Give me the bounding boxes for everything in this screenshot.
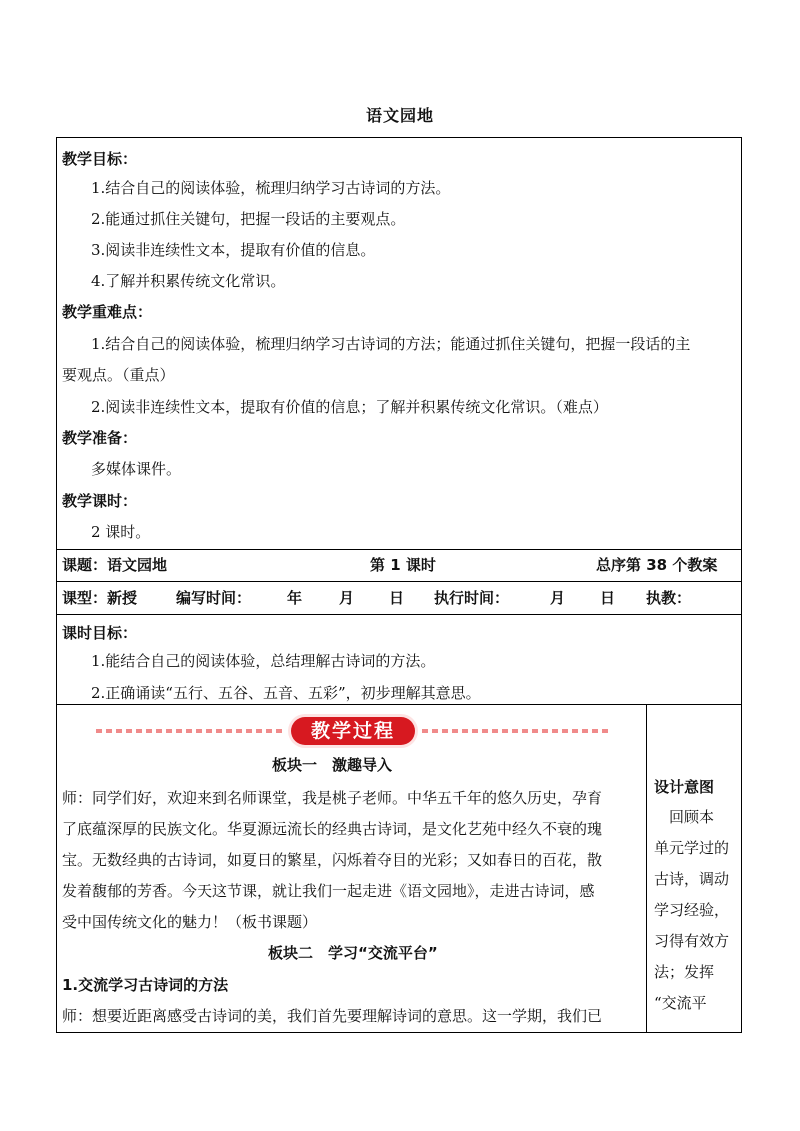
table-border-top bbox=[56, 137, 742, 138]
key-point-item: 1.结合自己的阅读体验，梳理归纳学习古诗词的方法；能通过抓住关键句，把握一段话的主 bbox=[91, 335, 691, 353]
column-divider bbox=[646, 704, 647, 1033]
row-divider bbox=[56, 614, 742, 615]
design-intent-heading: 设计意图 bbox=[654, 778, 715, 796]
compile-day: 日 bbox=[389, 589, 405, 607]
design-intent-line: 回顾本 bbox=[654, 808, 715, 826]
lesson-topic: 课题：语文园地 bbox=[62, 556, 168, 574]
objective-item: 2.能通过抓住关键句，把握一段话的主要观点。 bbox=[91, 210, 406, 228]
section-2-title: 板块二 学习“交流平台” bbox=[268, 944, 438, 962]
lesson-period: 第 1 课时 bbox=[370, 556, 436, 574]
hour-objective-item: 2.正确诵读“五行、五谷、五音、五彩”，初步理解其意思。 bbox=[91, 684, 481, 702]
preparation-heading: 教学准备： bbox=[62, 429, 138, 447]
key-points-heading: 教学重难点： bbox=[62, 303, 153, 321]
row-divider bbox=[56, 581, 742, 582]
periods-text: 2 课时。 bbox=[91, 523, 151, 541]
subsection-1-title: 1.交流学习古诗词的方法 bbox=[62, 976, 229, 994]
row-divider bbox=[56, 704, 742, 705]
key-point-item: 2.阅读非连续性文本，提取有价值的信息；了解并积累传统文化常识。（难点） bbox=[91, 398, 608, 416]
preparation-text: 多媒体课件。 bbox=[91, 460, 182, 478]
objectives-heading: 教学目标： bbox=[62, 150, 138, 168]
design-intent-line: 古诗，调动 bbox=[654, 870, 730, 888]
section-1-line: 师：同学们好，欢迎来到名师课堂，我是桃子老师。中华五千年的悠久历史，孕育 bbox=[62, 789, 603, 807]
key-point-item-cont: 要观点。（重点） bbox=[62, 366, 175, 384]
table-border-right bbox=[741, 137, 742, 1033]
periods-heading: 教学课时： bbox=[62, 492, 138, 510]
decorative-dots-left bbox=[96, 729, 284, 733]
page-title: 语文园地 bbox=[365, 106, 434, 125]
design-intent-line: “交流平 bbox=[654, 994, 707, 1012]
lesson-plan-table bbox=[56, 137, 742, 1033]
section-1-line: 了底蕴深厚的民族文化。华夏源远流长的经典古诗词，是文化艺苑中经久不衰的瑰 bbox=[62, 820, 603, 838]
section-1-line: 宝。无数经典的古诗词，如夏日的繁星，闪烁着夺目的光彩；又如春日的百花，散 bbox=[62, 851, 603, 869]
subsection-1-text: 师：想要近距离感受古诗词的美，我们首先要理解诗词的意思。这一学期，我们已 bbox=[62, 1007, 603, 1025]
section-1-line: 受中国传统文化的魅力！（板书课题） bbox=[62, 913, 318, 931]
objective-item: 1.结合自己的阅读体验，梳理归纳学习古诗词的方法。 bbox=[91, 179, 451, 197]
exec-day: 日 bbox=[600, 589, 616, 607]
design-intent-line: 学习经验， bbox=[654, 901, 730, 919]
compile-time-label: 编写时间： bbox=[176, 589, 252, 607]
decorative-dots-right bbox=[422, 729, 608, 733]
table-border-bottom bbox=[56, 1032, 742, 1033]
compile-year: 年 bbox=[287, 589, 303, 607]
design-intent-line: 法；发挥 bbox=[654, 963, 715, 981]
teaching-process-badge: 教学过程 bbox=[291, 717, 415, 745]
section-1-title: 板块一 激趣导入 bbox=[272, 756, 393, 774]
compile-month: 月 bbox=[339, 589, 355, 607]
row-divider bbox=[56, 549, 742, 550]
lesson-serial: 总序第 38 个教案 bbox=[596, 556, 718, 574]
hour-objective-item: 1.能结合自己的阅读体验，总结理解古诗词的方法。 bbox=[91, 652, 436, 670]
hour-objectives-heading: 课时目标： bbox=[62, 624, 138, 642]
exec-month: 月 bbox=[550, 589, 566, 607]
lesson-type: 课型：新授 bbox=[62, 589, 138, 607]
objective-item: 4.了解并积累传统文化常识。 bbox=[91, 272, 286, 290]
executor-label: 执教： bbox=[646, 589, 692, 607]
exec-time-label: 执行时间： bbox=[434, 589, 510, 607]
design-intent-line: 单元学过的 bbox=[654, 839, 730, 857]
design-intent-line: 习得有效方 bbox=[654, 932, 730, 950]
table-border-left bbox=[56, 137, 57, 1033]
section-1-line: 发着馥郁的芳香。今天这节课，就让我们一起走进《语文园地》，走进古诗词，感 bbox=[62, 882, 595, 900]
objective-item: 3.阅读非连续性文本，提取有价值的信息。 bbox=[91, 241, 376, 259]
